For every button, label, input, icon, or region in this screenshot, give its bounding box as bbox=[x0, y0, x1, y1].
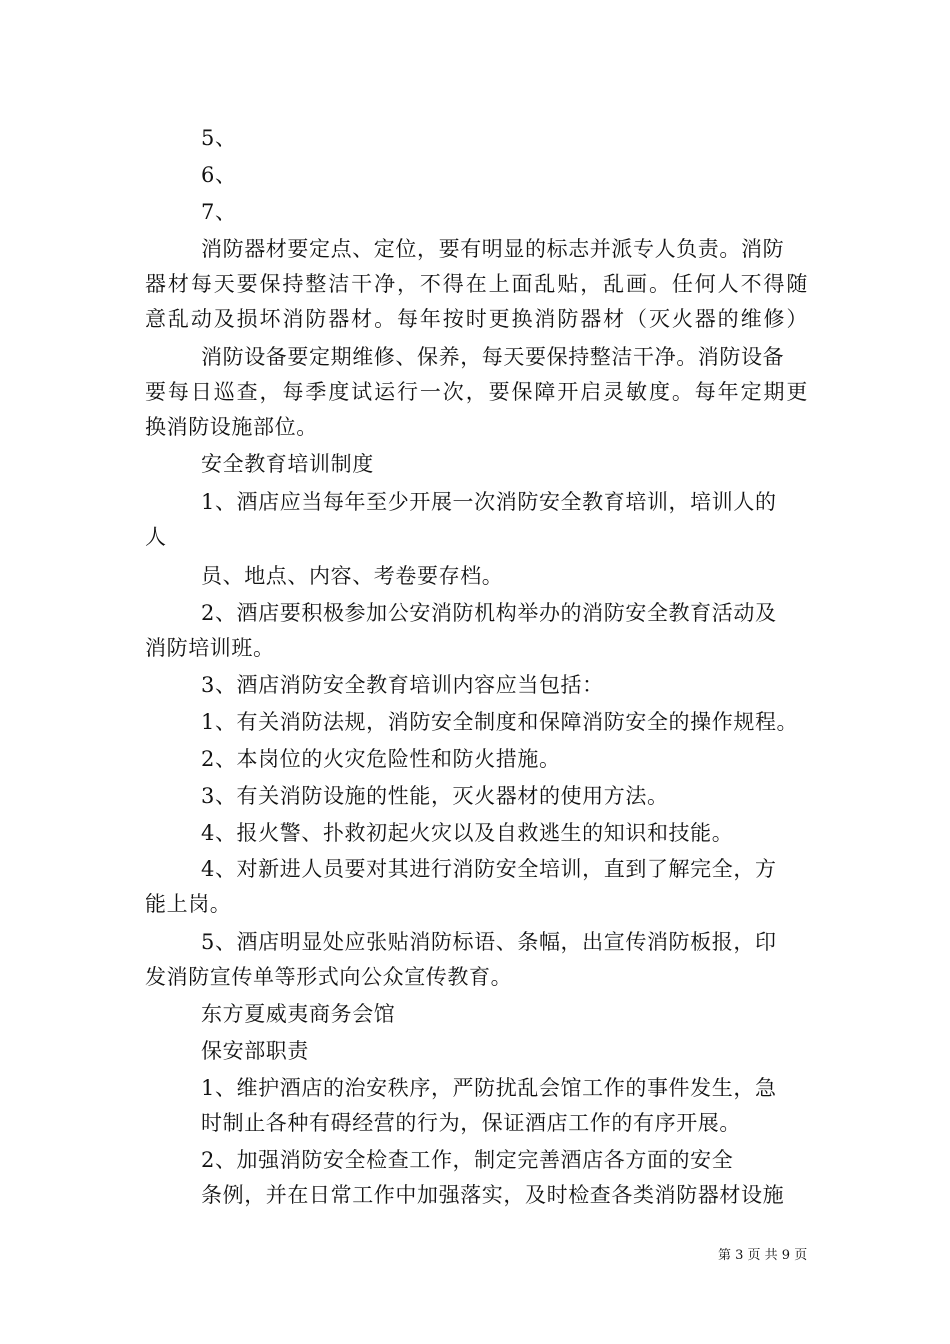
paragraph-line: 消防培训班。 bbox=[145, 636, 275, 660]
paragraph-line: 发消防宣传单等形式向公众宣传教育。 bbox=[145, 965, 513, 989]
paragraph-line: 4、报火警、扑救初起火灾以及自救逃生的知识和技能。 bbox=[201, 821, 734, 845]
list-marker-6: 6、 bbox=[201, 163, 237, 187]
page-number: 第 3 页 共 9 页 bbox=[718, 1248, 808, 1263]
paragraph-line: 5、酒店明显处应张贴消防标语、条幅，出宣传消防板报，印 bbox=[201, 930, 777, 954]
section-heading: 安全教育培训制度 bbox=[201, 452, 374, 476]
paragraph-line: 2、加强消防安全检查工作，制定完善酒店各方面的安全 bbox=[201, 1148, 734, 1172]
paragraph-line: 1、维护酒店的治安秩序，严防扰乱会馆工作的事件发生，急 bbox=[201, 1076, 777, 1100]
paragraph-line: 换消防设施部位。 bbox=[145, 415, 318, 439]
paragraph-line: 员、地点、内容、考卷要存档。 bbox=[201, 564, 504, 588]
paragraph-line: 条例，并在日常工作中加强落实，及时检查各类消防器材设施 bbox=[201, 1183, 785, 1207]
paragraph-line: 2、本岗位的火灾危险性和防火措施。 bbox=[201, 747, 561, 771]
paragraph-line: 器材每天要保持整洁干净，不得在上面乱贴，乱画。任何人不得随 bbox=[145, 272, 808, 296]
paragraph-line: 3、有关消防设施的性能，灭火器材的使用方法。 bbox=[201, 784, 669, 808]
paragraph-line: 人 bbox=[145, 525, 167, 549]
paragraph-line: 意乱动及损坏消防器材。每年按时更换消防器材（灭火器的维修） bbox=[145, 307, 808, 331]
paragraph-line: 1、酒店应当每年至少开展一次消防安全教育培训，培训人的 bbox=[201, 490, 777, 514]
paragraph-line: 2、酒店要积极参加公安消防机构举办的消防安全教育活动及 bbox=[201, 601, 777, 625]
paragraph-line: 1、有关消防法规，消防安全制度和保障消防安全的操作规程。 bbox=[201, 710, 799, 734]
section-heading: 东方夏威夷商务会馆 bbox=[201, 1002, 396, 1026]
list-marker-7: 7、 bbox=[201, 200, 237, 224]
list-marker-5: 5、 bbox=[201, 126, 237, 150]
paragraph-line: 要每日巡查，每季度试运行一次，要保障开启灵敏度。每年定期更 bbox=[145, 380, 808, 404]
paragraph-line: 3、酒店消防安全教育培训内容应当包括： bbox=[201, 673, 604, 697]
paragraph-line: 时制止各种有碍经营的行为，保证酒店工作的有序开展。 bbox=[201, 1111, 741, 1135]
paragraph-line: 4、对新进人员要对其进行消防安全培训，直到了解完全，方 bbox=[201, 857, 777, 881]
paragraph-line: 消防设备要定期维修、保养，每天要保持整洁干净。消防设备 bbox=[201, 345, 785, 369]
section-heading: 保安部职责 bbox=[201, 1039, 309, 1063]
paragraph-line: 能上岗。 bbox=[145, 892, 232, 916]
paragraph-line: 消防器材要定点、定位，要有明显的标志并派专人负责。消防 bbox=[201, 237, 785, 261]
